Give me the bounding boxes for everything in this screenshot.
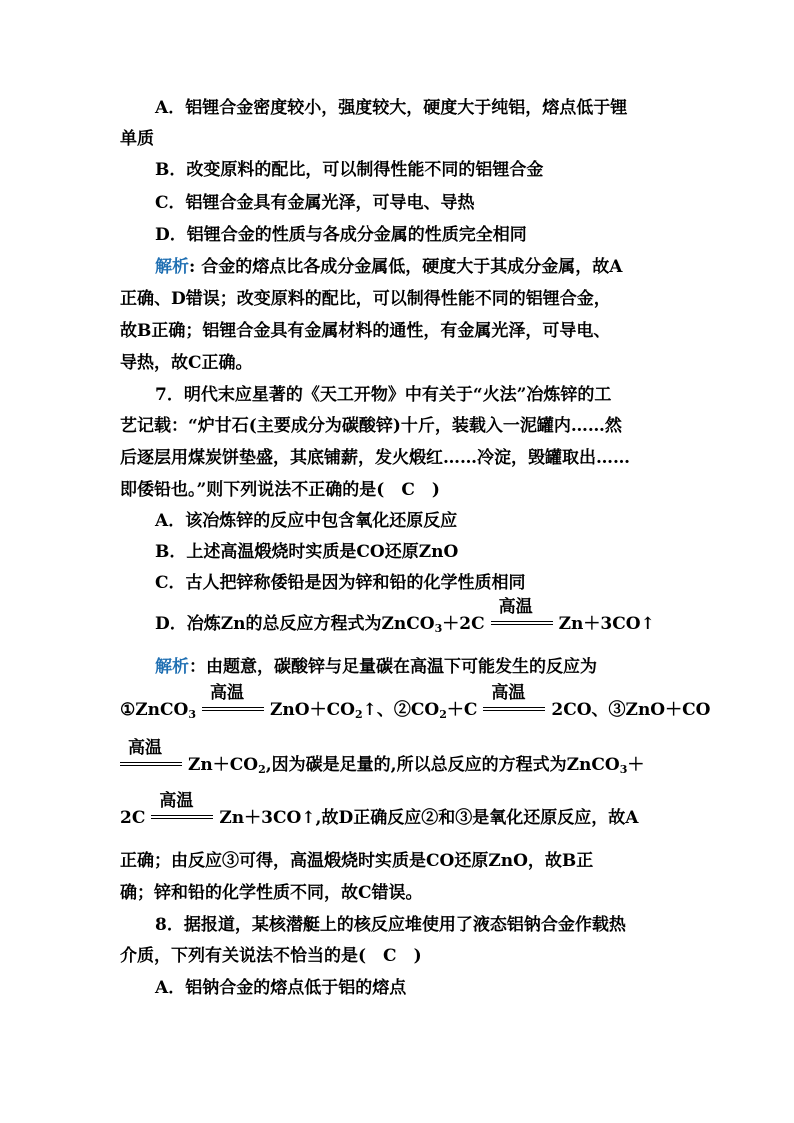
- reaction-condition-sign: 高温: [120, 760, 182, 770]
- q8-option-a: A．铝钠合金的熔点低于铝的熔点: [155, 978, 407, 998]
- reaction-condition-sign: 高温: [491, 619, 553, 629]
- q7-analysis-line3: 高温 $Zn+CO_2$,因为碳是足量的,所以总反应的方程式为ZnCO$_3$＋: [120, 754, 644, 781]
- q6-analysis-line3: 故B正确；铝锂合金具有金属材料的通性，有金属光泽，可导电、: [120, 321, 611, 341]
- q6-option-a-line1: A．铝锂合金密度较小，强度较大，硬度大于纯铝，熔点低于锂: [155, 98, 628, 118]
- analysis-label: 解析: [155, 257, 189, 277]
- analysis-label: 解析: [155, 657, 189, 677]
- q7-option-d: D．冶炼Zn的总反应方程式为ZnCO$_3$＋2C 高温 Zn＋3CO↑: [155, 597, 655, 635]
- q7-analysis-line2: ①ZnCO$_3$ 高温 $ZnO+CO_2↑$、$②CO_2+C$ 高温 2CO、③ZnO＋CO: [120, 683, 711, 721]
- q6-analysis-line4: 导热，故C正确。: [120, 353, 253, 373]
- q7-analysis-line5: 正确；由反应③可得，高温煅烧时实质是CO还原ZnO，故B正: [120, 851, 594, 871]
- q7-analysis-line6: 确；锌和铅的化学性质不同，故C错误。: [120, 883, 423, 903]
- q7-stem-line4: 即倭铅也。”则下列说法不正确的是( C ): [120, 480, 440, 500]
- q6-analysis-line2: 正确、D错误；改变原料的配比，可以制得性能不同的铝锂合金，: [120, 289, 611, 309]
- reaction-condition-sign: 高温: [483, 705, 545, 715]
- q6-option-b: B．改变原料的配比，可以制得性能不同的铝锂合金: [155, 160, 544, 180]
- q6-option-a-line2: 单质: [120, 129, 154, 149]
- q6-option-d: D．铝锂合金的性质与各成分金属的性质完全相同: [155, 225, 527, 245]
- reaction-condition-sign: 高温: [151, 813, 213, 823]
- q7-analysis-line1: 解析：由题意，碳酸锌与足量碳在高温下可能发生的反应为: [155, 657, 597, 677]
- q8-stem-line1: 8．据报道，某核潜艇上的核反应堆使用了液态铝钠合金作载热: [155, 915, 626, 935]
- reaction-condition-sign: 高温: [202, 705, 264, 715]
- q7-stem-line2: 艺记载：“炉甘石(主要成分为碳酸锌)十斤，装载入一泥罐内……然: [120, 416, 622, 436]
- q7-stem-line3: 后逐层用煤炭饼垫盛，其底铺薪，发火煅红……冷淀，毁罐取出……: [120, 448, 630, 468]
- q7-stem-line1: 7．明代末应星著的《天工开物》中有关于“火法”冶炼锌的工: [155, 385, 612, 405]
- q7-option-b: B．上述高温煅烧时实质是CO还原ZnO: [155, 542, 459, 562]
- q6-option-c: C．铝锂合金具有金属光泽，可导电、导热: [155, 193, 475, 213]
- q7-analysis-line4: 2C 高温 Zn＋3CO↑,故D正确反应②和③是氧化还原反应，故A: [120, 791, 639, 828]
- q8-stem-line2: 介质，下列有关说法不恰当的是( C ): [120, 946, 422, 966]
- q7-option-a: A．该冶炼锌的反应中包含氧化还原反应: [155, 511, 458, 531]
- q7-option-c: C．古人把锌称倭铅是因为锌和铅的化学性质相同: [155, 573, 526, 593]
- q6-analysis-line1: 解析: 合金的熔点比各成分金属低，硬度大于其成分金属，故A: [155, 257, 623, 277]
